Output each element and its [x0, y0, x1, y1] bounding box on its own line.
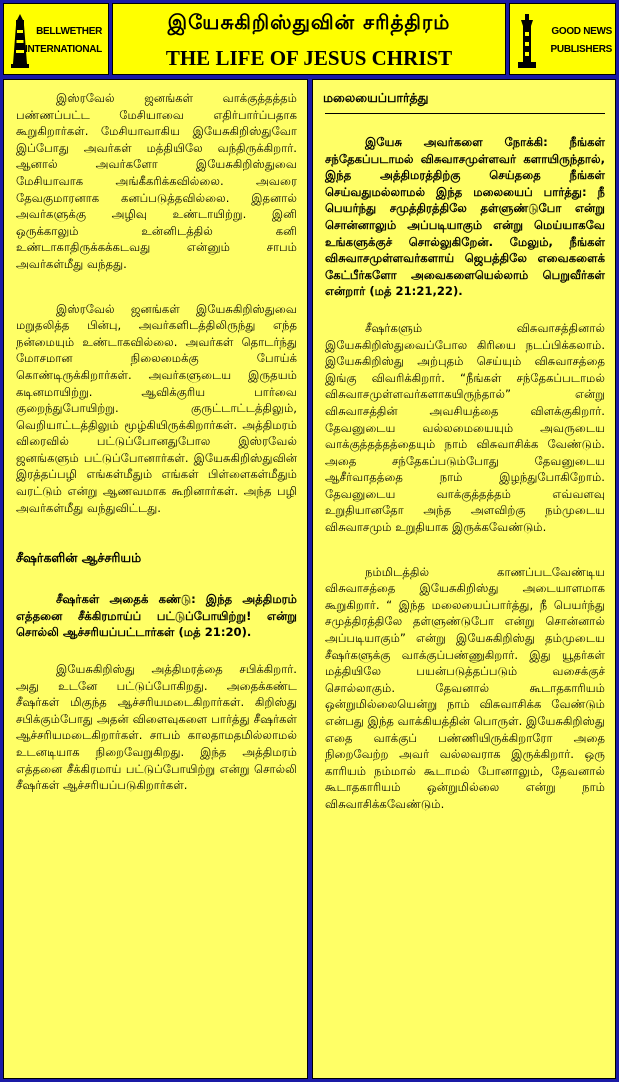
left-section-heading: சீஷர்களின் ஆச்சரியம் — [16, 550, 142, 566]
tower-icon — [516, 12, 538, 70]
right-scripture-quote: இயேசு அவர்களை நோக்கி: நீங்கள் சந்தேகப்படாமல் விசுவாசமுள்ளவர் களாயிருந்தால், இந்த அத்திமரத்திற்கு செய்ததை நீங்கள் செய்வதுமல்லாமல் இந்த மலையைப் பார்த்து: நீ பெயர்ந்து சமுத்திரத்திலே தள்ளுண்டுபோ என்று சொன்னாலும் அப்படியாகும் என்று மெய்யாகவே உங்களுக்குச் சொல்லுகிறேன். மேலும், நீங்கள் விசுவாசமுள்ளவர்களாய் ஜெபத்திலே எவைகளைக் கேட்பீர்களோ அவைகளையெல்லாம் பெறுவீர்கள் என்றார் (மத் 21:21,22). — [325, 135, 605, 299]
right-paragraph-2: நம்மிடத்தில் காணப்படவேண்டிய விசுவாசத்தை இயேசுகிறிஸ்து அடையாளமாக கூறுகிறார். “ இந்த மலையைப்பார்த்து, நீ பெயர்ந்து சமுத்திரத்திலே தள்ளுண்டுபோ என்று சொன்னால் அப்படியாகும்” என்று இயேசுகிறிஸ்து தம்முடைய சீஷர்களுக்கு வாக்குப்பண்ணுகிறார். இது யூதர்கள் மத்தியிலே பயன்படுத்தப்படும் வசைக்குச் சொல்லாகும். தேவனால் கூடாதகாரியம் ஒன்றுமில்லையென்று நாம் விசுவாசிக்க வேண்டும் என்பது இந்த வாக்கியத்தின் பொருள். இயேசுகிறிஸ்து எதை வாக்குப் பண்ணியிருக்கிறாரோ அதை நிறைவேற்ற அவர் வல்லவராக இருக்கிறார். ஒரு காரியம் நம்மால் கூடாமல் போனாலும், தேவனால் கூடாதகாரியம் ஒன்றுமில்லை என்று நாம் விசுவாசிக்கவேண்டும். — [325, 564, 605, 811]
right-logo-line-2: PUBLISHERS — [550, 44, 612, 55]
left-column — [3, 79, 308, 1079]
left-paragraph-2: இஸ்ரவேல் ஜனங்கள் இயேசுகிறிஸ்துவை மறுதலித்த பின்பு, அவர்களிடத்திலிருந்து எந்த நன்மையும் உண்டாகவில்லை. அவர்கள் தொடர்ந்து மோசமான நிலைமைக்கு போய்க் கொண்டிருக்கிறார்கள். அவர்களுடைய இருதயம் கடினமாயிற்று. ஆவிக்குரிய பார்வை குறைந்துபோயிற்று. குருட்டாட்டத்திலும், வெறியாட்டத்திலும் மூழ்கியிருக்கிறார்கள். அத்திமரம் விரைவில் பட்டுப்போனதுபோல இஸ்ரவேல் ஜனங்களும் பட்டுப்போனார்கள். இயேசுகிறிஸ்துவின் இரத்தப்பழி எங்கள்மீதும் எங்கள் பிள்ளைகள்மீதும் வரட்டும் என்று ஆணவமாக கூறினார்கள். அந்த பழி அவர்கள்மீது வந்துவிட்டது. — [16, 301, 297, 515]
bellwether-logo — [10, 12, 104, 70]
good-news-logo — [516, 12, 610, 70]
right-section-heading: மலையைப்பார்த்து — [323, 90, 429, 105]
left-logo-line-2: INTERNATIONAL — [24, 44, 102, 55]
title-english: THE LIFE OF JESUS CHRIST — [165, 46, 453, 70]
header-title-box — [112, 3, 506, 75]
header-left-logo-box — [3, 3, 109, 75]
title-tamil: இயேசுகிறிஸ்துவின் சரித்திரம் — [167, 10, 451, 34]
left-paragraph-1: இஸ்ரவேல் ஜனங்கள் வாக்குத்தத்தம் பண்ணப்பட்ட மேசியாவை எதிர்பார்ப்பதாக கூறுகிறார்கள். மேசியாவாகிய இயேசுகிறிஸ்துவோ இப்போது அவர்கள் மத்தியிலே வந்திருக்கிறார். ஆனால் அவர்களோ இயேசுகிறிஸ்துவை மேசியாவாக அங்கீகரிக்கவில்லை. அவரை தேவகுமாரனாக கனப்படுத்தவில்லை. இதனால் அவர்களுக்கு அழிவு உண்டாயிற்று. இனி ஒருக்காலும் உன்னிடத்தில் கனி உண்டாகாதிருக்கக்கடவது என்னும் சாபம் அவர்கள்மீது வந்தது. — [16, 91, 297, 271]
right-logo-line-1: GOOD NEWS — [551, 26, 612, 37]
right-paragraph-1: சீஷர்களும் விசுவாசத்தினால் இயேசுகிறிஸ்துவைப்போல கிரியை நடப்பிக்கலாம். இயேசுகிறிஸ்து அற்புதம் செய்யும் விசுவாசத்தை இங்கு விவரிக்கிறார். “நீங்கள் சந்தேகப்படாமல் விசுவாசமுள்ளவர்களாகயிருந்தால்” என்று விசுவாசத்தின் அவசியத்தை விளக்குகிறார். தேவனுடைய வல்லமையையும் அவருடைய வாக்குத்தத்தத்தையும் நாம் விசுவாசிக்க வேண்டும். அதை சந்தேகப்படும்போது தேவனுடைய ஆசீர்வாதத்தை நாம் இழந்துபோகிறோம். தேவனுடைய வாக்குத்தத்தம் எவ்வளவு உறுதியானதோ அந்த அளவிற்கு நம்முடைய விசுவாசமும் உறுதியாக இருக்கவேண்டும். — [325, 320, 605, 535]
left-logo-line-1: BELLWETHER — [36, 26, 102, 37]
left-paragraph-3: இயேசுகிறிஸ்து அத்திமரத்தை சபிக்கிறார். அது உடனே பட்டுப்போகிறது. அதைக்கண்ட சீஷர்கள் மிகுந்த ஆச்சரியமடைகிறார்கள். கிறிஸ்து சபிக்கும்போது அதன் விளைவுகளை பார்த்து சீஷர்கள் ஆச்சரியமடைகிறார்கள். சாபம் காலதாமதமில்லாமல் உடனடியாக நிறைவேறுகிறது. இந்த அத்திமரம் எத்தனை சீக்கிரமாய் பட்டுப்போயிற்று என்று சொல்லி சீஷர்கள் ஆச்சரியப்படுகிறார்கள். — [16, 662, 297, 793]
left-scripture-quote: சீஷர்கள் அதைக் கண்டு: இந்த அத்திமரம் எத்தனை சீக்கிரமாய்ப் பட்டுப்போயிற்று! என்று சொல்லி ஆச்சரியப்பட்டார்கள் (மத் 21:20). — [16, 592, 297, 640]
header-right-logo-box — [509, 3, 616, 75]
lighthouse-icon — [10, 12, 30, 70]
right-column — [312, 79, 616, 1079]
